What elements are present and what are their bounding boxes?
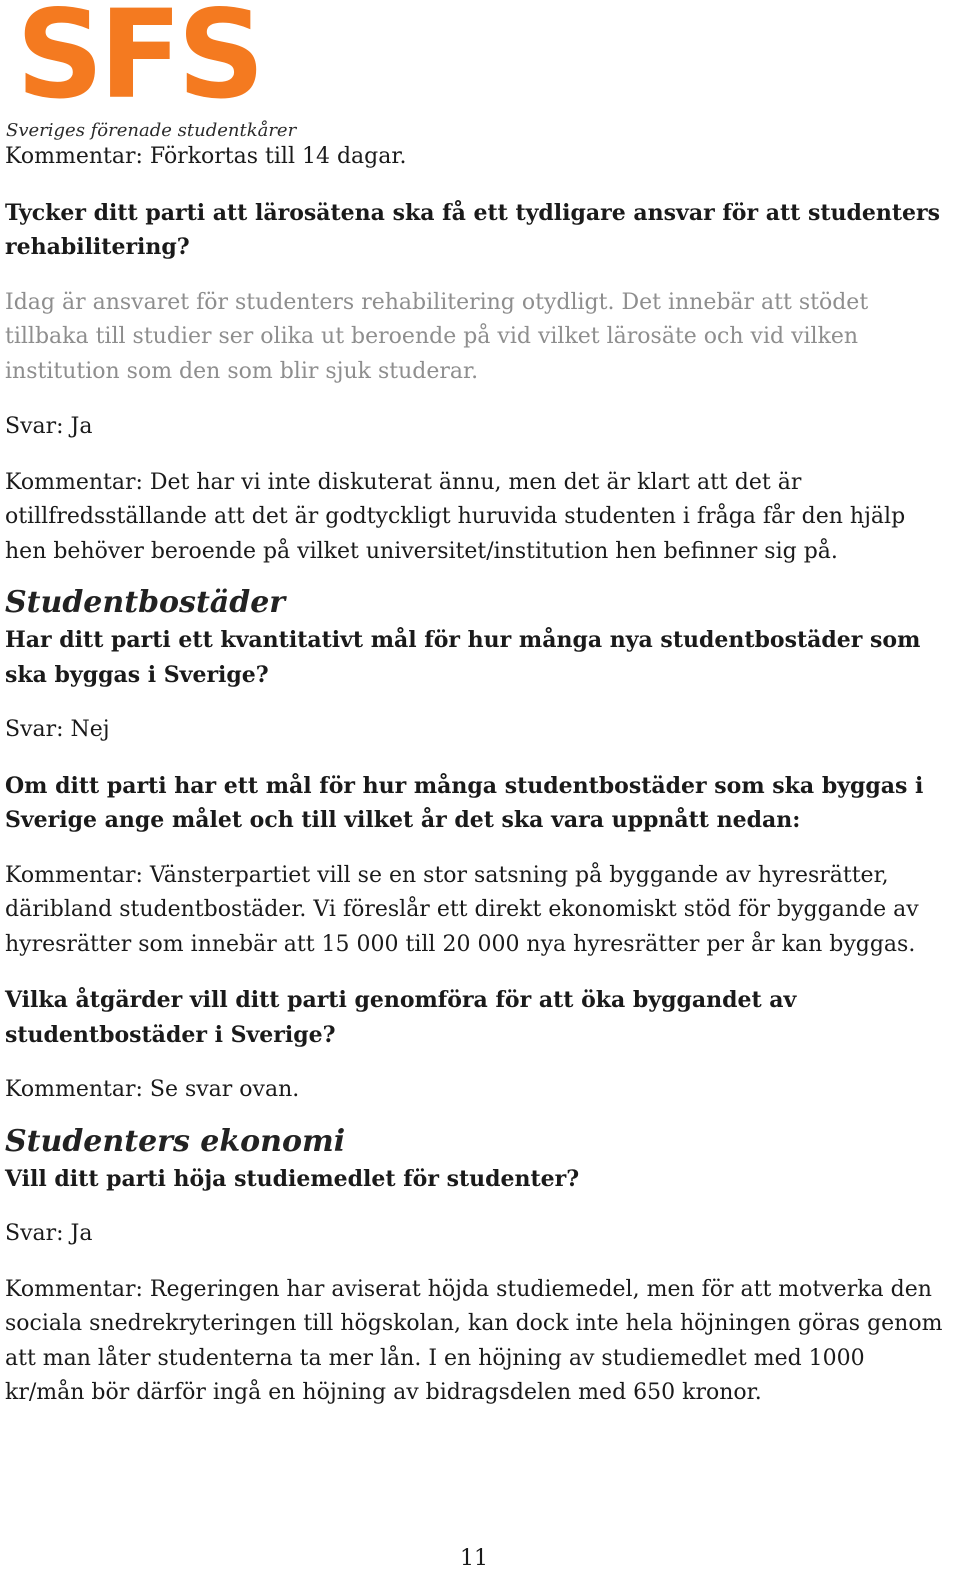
answer-text: Svar: Ja xyxy=(5,1221,93,1246)
section-heading: Studentbostäder xyxy=(5,585,286,620)
logo-mark: SFS xyxy=(16,0,261,126)
answer-text: Svar: Ja xyxy=(5,414,93,439)
question-heading: Vilka åtgärder vill ditt parti genomföra för att öka byggandet av studentbostäder i Sverige? xyxy=(5,987,797,1048)
question-description: Idag är ansvaret för studenters rehabilitering otydligt. Det innebär att stödet tillbaka till studier ser olika ut beroende på vid vilket lärosäte och vid vilken institution som den som blir sjuk studerar. xyxy=(5,289,869,384)
sfs-logo xyxy=(6,0,306,145)
comment-text: Kommentar: Förkortas till 14 dagar. xyxy=(5,144,407,169)
question-heading: Har ditt parti ett kvantitativt mål för hur många nya studentbostäder som ska byggas i Sverige? xyxy=(5,627,921,688)
answer-text: Svar: Nej xyxy=(5,717,110,742)
logo-tagline: Sveriges förenade studentkårer xyxy=(6,120,297,141)
page-number: 11 xyxy=(460,1546,488,1571)
question-heading: Tycker ditt parti att lärosätena ska få ett tydligare ansvar för att studenters rehabilitering? xyxy=(5,199,941,260)
comment-text: Kommentar: Det har vi inte diskuterat ännu, men det är klart att det är otillfredsställande att det är godtyckligt huruvida studenten i fråga får den hjälp hen behöver beroende på vilket universitet/institution hen befinner sig på. xyxy=(5,469,906,564)
document-body xyxy=(5,140,950,1411)
comment-text: Kommentar: Se svar ovan. xyxy=(5,1077,300,1102)
comment-text: Kommentar: Regeringen har aviserat höjda studiemedel, men för att motverka den sociala snedrekryteringen till högskolan, kan dock inte hela höjningen göras genom att man låter studenterna ta mer lån. I en höjning av studiemedlet med 1000 kr/mån bör därför ingå en höjning av bidragsdelen med 650 kronor. xyxy=(5,1276,943,1405)
question-heading: Vill ditt parti höja studiemedlet för studenter? xyxy=(5,1165,580,1192)
comment-text: Kommentar: Vänsterpartiet vill se en stor satsning på byggande av hyresrätter, däribland studentbostäder. Vi föreslår ett direkt ekonomiskt stöd för byggande av hyresrätter som innebär att 15 000 till 20 000 nya hyresrätter per år kan byggas. xyxy=(5,862,919,957)
question-heading: Om ditt parti har ett mål för hur många studentbostäder som ska byggas i Sverige ange målet och till vilket år det ska vara uppnått nedan: xyxy=(5,772,924,833)
section-heading: Studenters ekonomi xyxy=(5,1123,346,1159)
